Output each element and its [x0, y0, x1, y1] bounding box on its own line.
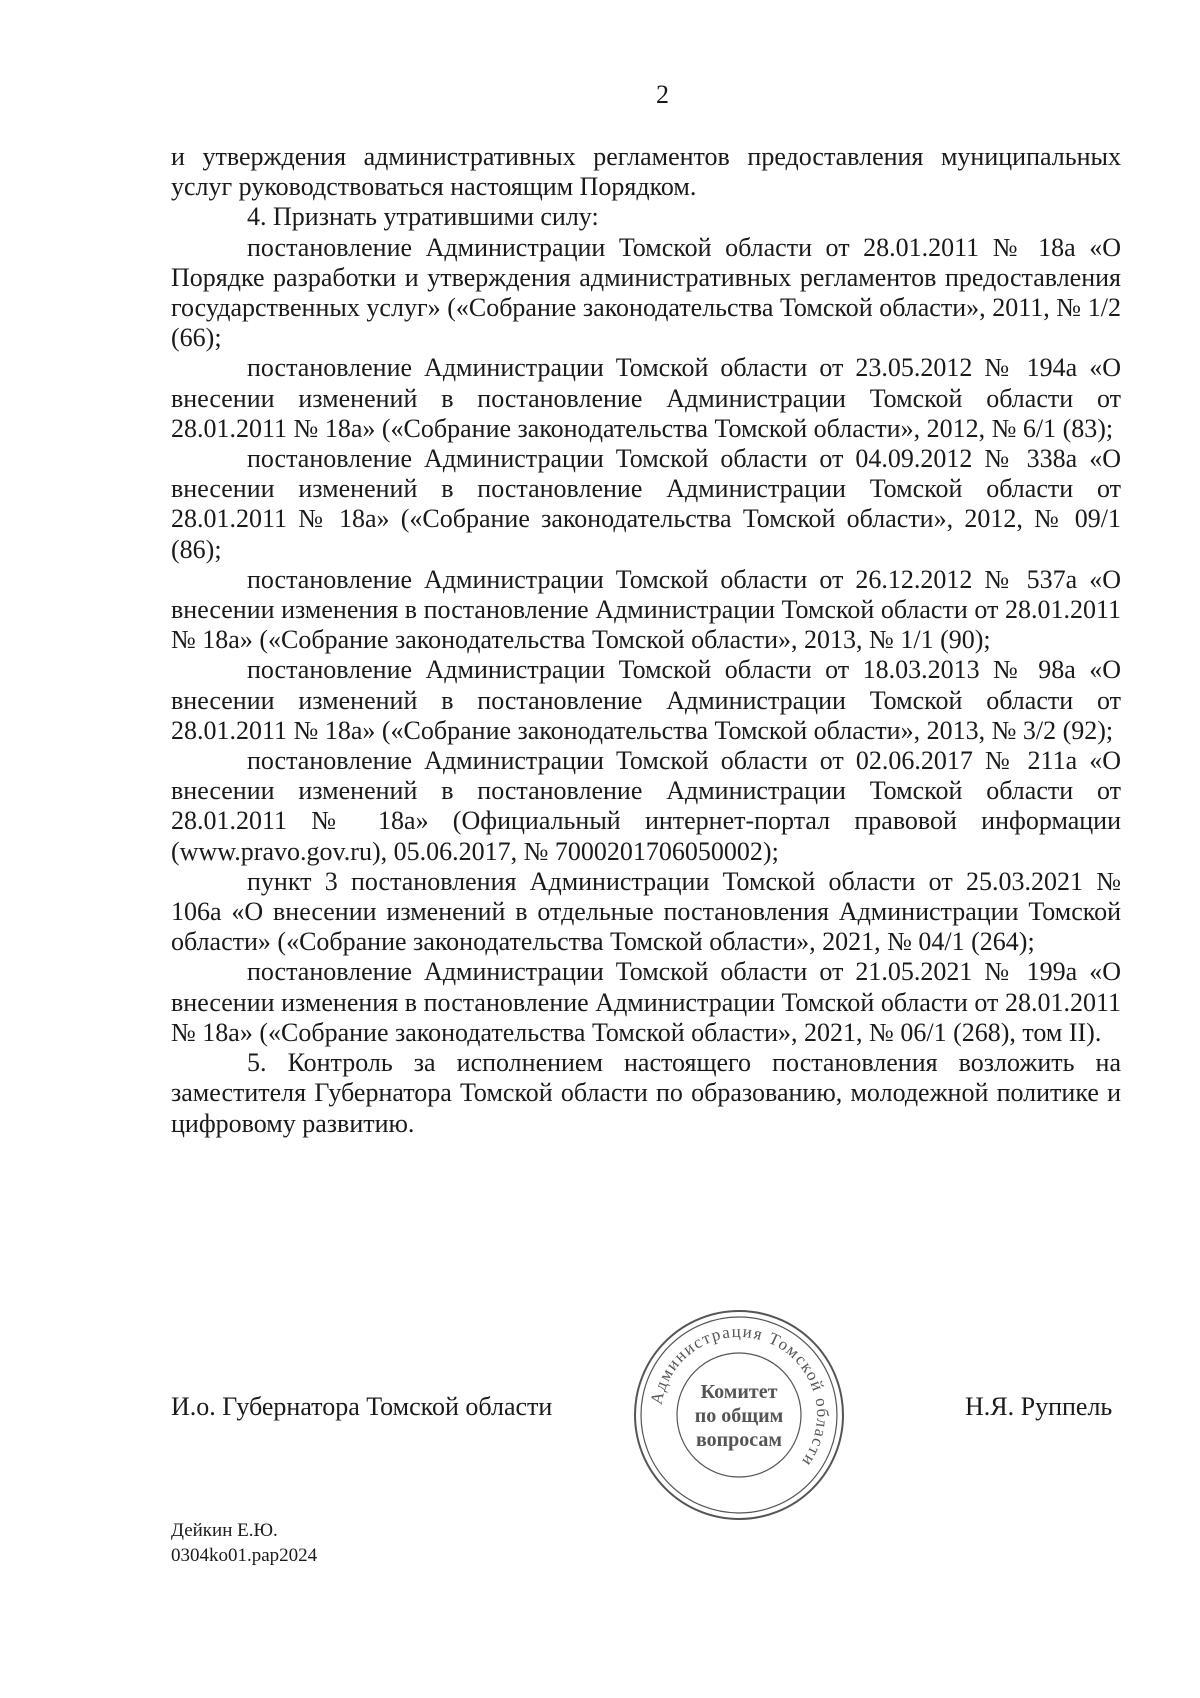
paragraph-repealed-act: постановление Администрации Томской области от 28.01.2011 № 18а «О Порядке разработки и утверждения административных регламентов предоставления государственных услуг» («Собрание законодательства Томской области», 2011, № 1/2 (66);: [171, 232, 1121, 353]
paragraph-continuation: и утверждения административных регламентов предоставления муниципальных услуг руководствоваться настоящим Порядком.: [171, 142, 1121, 202]
file-code: 0304ko01.pap2024: [171, 1545, 318, 1566]
paragraph-item-5: 5. Контроль за исполнением настоящего постановления возложить на заместителя Губернатора Томской области по образованию, молодежной политике и цифровому развитию.: [171, 1048, 1121, 1138]
paragraph-repealed-act: постановление Администрации Томской области от 23.05.2012 № 194а «О внесении изменений в постановление Администрации Томской области от 28.01.2011 № 18а» («Собрание законодательства Томской области», 2012, № 6/1 (83);: [171, 353, 1121, 443]
signatory-title: И.о. Губернатора Томской области: [171, 1392, 553, 1421]
official-seal-stamp: [628, 1304, 850, 1526]
author-name: Дейкин Е.Ю.: [171, 1520, 278, 1541]
paragraph-item-4: 4. Признать утратившими силу:: [247, 202, 599, 232]
svg-text:Администрация Томской области: Администрация Томской области: [646, 1321, 833, 1471]
paragraph-repealed-act: пункт 3 постановления Администрации Томской области от 25.03.2021 № 106а «О внесении изменений в отдельные постановления Администрации Томской области» («Собрание законодательства Томской области», 2021, № 04/1 (264);: [171, 866, 1121, 957]
paragraph-repealed-act: постановление Администрации Томской области от 18.03.2013 № 98а «О внесении изменений в постановление Администрации Томской области от 28.01.2011 № 18а» («Собрание законодательства Томской области», 2013, № 3/2 (92);: [171, 655, 1121, 745]
paragraph-repealed-act: постановление Администрации Томской области от 04.09.2012 № 338а «О внесении изменений в постановление Администрации Томской области от 28.01.2011 № 18а» («Собрание законодательства Томской области», 2012, № 09/1 (86);: [171, 444, 1121, 564]
signatory-name: Н.Я. Руппель: [965, 1392, 1113, 1421]
page-number: 2: [656, 80, 669, 109]
paragraph-repealed-act: постановление Администрации Томской области от 26.12.2012 № 537а «О внесении изменения в постановление Администрации Томской области от 28.01.2011 № 18а» («Собрание законодательства Томской области», 2013, № 1/1 (90);: [171, 564, 1121, 655]
footer-info: [171, 1518, 317, 1568]
paragraph-repealed-act: постановление Администрации Томской области от 02.06.2017 № 211а «О внесении изменений в постановление Администрации Томской области от 28.01.2011 № 18а» (Официальный интернет-портал правовой информации (www.pravo.gov.ru), 05.06.2017, № 7000201706050002);: [171, 746, 1121, 866]
svg-text:по общим: по общим: [694, 1405, 784, 1427]
paragraph-repealed-act: постановление Администрации Томской области от 21.05.2021 № 199а «О внесении изменения в постановление Администрации Томской области от 28.01.2011 № 18а» («Собрание законодательства Томской области», 2021, № 06/1 (268), том II).: [171, 957, 1121, 1047]
document-body: [171, 142, 1121, 1139]
svg-text:вопросам: вопросам: [695, 1429, 783, 1451]
svg-text:Комитет: Комитет: [700, 1381, 778, 1403]
